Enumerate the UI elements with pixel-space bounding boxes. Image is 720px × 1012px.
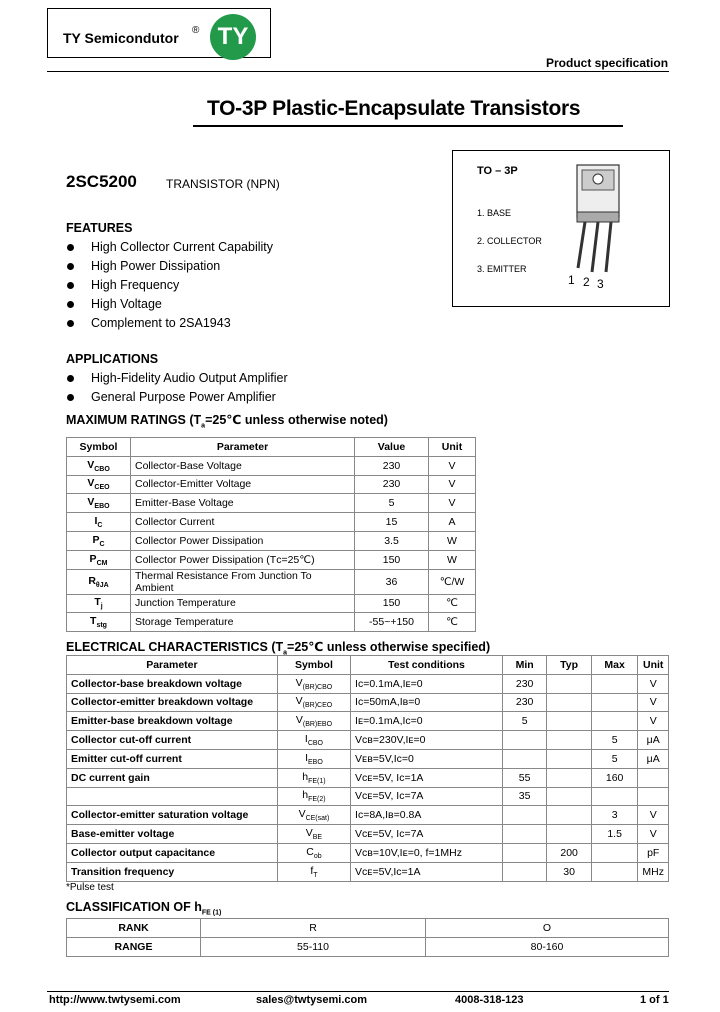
min-cell: 230 bbox=[502, 693, 546, 712]
features-title: FEATURES bbox=[66, 221, 133, 235]
unit-cell: pF bbox=[638, 843, 669, 862]
min-cell bbox=[502, 825, 546, 844]
parameter-cell: Storage Temperature bbox=[131, 613, 355, 632]
unit-cell: ℃ bbox=[429, 613, 476, 632]
symbol-cell: $h_{FE(1)}$ bbox=[277, 768, 350, 787]
feature-item: High Power Dissipation bbox=[91, 259, 221, 273]
col-header: Unit bbox=[429, 438, 476, 457]
parameter-cell: Collector-Base Voltage bbox=[131, 456, 355, 475]
table-row bbox=[67, 531, 476, 550]
value-cell: 150 bbox=[355, 550, 429, 569]
col-header: Min bbox=[502, 656, 546, 675]
table-header-row bbox=[67, 438, 476, 457]
typ-cell bbox=[547, 693, 591, 712]
symbol-cell: $I_{EBO}$ bbox=[277, 749, 350, 768]
col-header: Unit bbox=[638, 656, 669, 675]
bullet-icon bbox=[67, 263, 74, 270]
symbol-cell: $T_{stg}$ bbox=[67, 613, 131, 632]
condition-cell: Vᴄᴇ=5V, Iᴄ=1A bbox=[351, 768, 503, 787]
symbol-cell: $f_T$ bbox=[277, 862, 350, 881]
table-row bbox=[67, 862, 669, 881]
unit-cell: V bbox=[429, 494, 476, 513]
condition-cell: Iᴇ=0.1mA,Iᴄ=0 bbox=[351, 712, 503, 731]
unit-cell: V bbox=[638, 825, 669, 844]
unit-cell: W bbox=[429, 531, 476, 550]
bullet-icon bbox=[67, 375, 74, 382]
condition-cell: Iᴄ=0.1mA,Iᴇ=0 bbox=[351, 674, 503, 693]
symbol-cell: $R_{\theta JA}$ bbox=[67, 569, 131, 594]
electrical-table bbox=[66, 655, 669, 882]
condition-cell: Vᴇʙ=5V,Iᴄ=0 bbox=[351, 749, 503, 768]
table-row bbox=[67, 731, 669, 750]
max-cell: 3 bbox=[591, 806, 638, 825]
table-row bbox=[67, 843, 669, 862]
table-row bbox=[67, 806, 669, 825]
page-title: TO-3P Plastic-Encapsulate Transistors bbox=[207, 97, 581, 120]
table-row bbox=[67, 456, 476, 475]
product-specification: Product specification bbox=[546, 56, 669, 70]
footer-page: 1 of 1 bbox=[640, 994, 669, 1006]
table-row bbox=[67, 594, 476, 613]
bullet-icon bbox=[67, 320, 74, 327]
parameter-cell: Collector cut-off current bbox=[67, 731, 278, 750]
table-row bbox=[67, 919, 669, 938]
col-header: Max bbox=[591, 656, 638, 675]
unit-cell: μA bbox=[638, 749, 669, 768]
max-cell: 160 bbox=[591, 768, 638, 787]
pin-label-base: 1. BASE bbox=[477, 208, 512, 218]
part-number: 2SC5200 bbox=[66, 172, 137, 191]
parameter-cell: Collector Power Dissipation bbox=[131, 531, 355, 550]
symbol-cell: $I_C$ bbox=[67, 513, 131, 532]
table-row bbox=[67, 513, 476, 532]
parameter-cell: Collector-emitter breakdown voltage bbox=[67, 693, 278, 712]
table-row bbox=[67, 712, 669, 731]
bullet-icon bbox=[67, 394, 74, 401]
typ-cell bbox=[547, 825, 591, 844]
typ-cell bbox=[547, 806, 591, 825]
bullet-icon bbox=[67, 301, 74, 308]
registered-mark: ® bbox=[192, 25, 200, 36]
bullet-icon bbox=[67, 282, 74, 289]
rank-label: RANK bbox=[67, 919, 201, 938]
value-cell: 230 bbox=[355, 456, 429, 475]
condition-cell: Iᴄ=8A,Iʙ=0.8A bbox=[351, 806, 503, 825]
table-row bbox=[67, 768, 669, 787]
header-divider bbox=[47, 71, 669, 72]
parameter-cell: Base-emitter voltage bbox=[67, 825, 278, 844]
value-cell: 36 bbox=[355, 569, 429, 594]
typ-cell: 200 bbox=[547, 843, 591, 862]
range-cell: 55-110 bbox=[201, 937, 426, 956]
unit-cell bbox=[638, 768, 669, 787]
typ-cell bbox=[547, 731, 591, 750]
package-title: TO – 3P bbox=[477, 165, 518, 177]
value-cell: -55~+150 bbox=[355, 613, 429, 632]
condition-cell: Vᴄʙ=10V,Iᴇ=0, f=1MHz bbox=[351, 843, 503, 862]
symbol-cell: $h_{FE(2)}$ bbox=[277, 787, 350, 806]
col-header: Parameter bbox=[67, 656, 278, 675]
value-cell: 150 bbox=[355, 594, 429, 613]
table-row bbox=[67, 494, 476, 513]
typ-cell: 30 bbox=[547, 862, 591, 881]
min-cell bbox=[502, 731, 546, 750]
symbol-cell: $V_{(BR)EBO}$ bbox=[277, 712, 350, 731]
footer-phone: 4008-318-123 bbox=[455, 994, 524, 1006]
rank-cell: R bbox=[201, 919, 426, 938]
pin-number-1: 1 bbox=[568, 273, 575, 287]
unit-cell: μA bbox=[638, 731, 669, 750]
min-cell: 35 bbox=[502, 787, 546, 806]
value-cell: 15 bbox=[355, 513, 429, 532]
max-cell bbox=[591, 843, 638, 862]
unit-cell: V bbox=[638, 693, 669, 712]
symbol-cell: $P_C$ bbox=[67, 531, 131, 550]
feature-item: Complement to 2SA1943 bbox=[91, 316, 231, 330]
parameter-cell: Collector-Emitter Voltage bbox=[131, 475, 355, 494]
typ-cell bbox=[547, 787, 591, 806]
unit-cell: V bbox=[638, 674, 669, 693]
brand-name: TY Semicondutor bbox=[63, 30, 179, 46]
part-type: TRANSISTOR (NPN) bbox=[166, 177, 280, 191]
value-cell: 5 bbox=[355, 494, 429, 513]
max-cell bbox=[591, 674, 638, 693]
table-row bbox=[67, 825, 669, 844]
condition-cell: Vᴄʙ=230V,Iᴇ=0 bbox=[351, 731, 503, 750]
applications-title: APPLICATIONS bbox=[66, 352, 159, 366]
unit-cell bbox=[638, 787, 669, 806]
table-header-row bbox=[67, 656, 669, 675]
unit-cell: V bbox=[429, 475, 476, 494]
symbol-cell: $V_{CBO}$ bbox=[67, 456, 131, 475]
parameter-cell: Emitter-Base Voltage bbox=[131, 494, 355, 513]
parameter-cell: Transition frequency bbox=[67, 862, 278, 881]
pin-number-3: 3 bbox=[597, 277, 604, 291]
feature-item: High Voltage bbox=[91, 297, 162, 311]
symbol-cell: $T_j$ bbox=[67, 594, 131, 613]
parameter-cell: Collector-emitter saturation voltage bbox=[67, 806, 278, 825]
max-ratings-title: MAXIMUM RATINGS ($T_a=25℃$ unless otherwise noted) bbox=[66, 413, 388, 430]
table-row bbox=[67, 550, 476, 569]
min-cell bbox=[502, 749, 546, 768]
max-cell: 5 bbox=[591, 749, 638, 768]
typ-cell bbox=[547, 712, 591, 731]
max-cell bbox=[591, 862, 638, 881]
typ-cell bbox=[547, 674, 591, 693]
table-row bbox=[67, 787, 669, 806]
symbol-cell: $V_{BE}$ bbox=[277, 825, 350, 844]
range-label: RANGE bbox=[67, 937, 201, 956]
col-header: Typ bbox=[547, 656, 591, 675]
unit-cell: V bbox=[638, 806, 669, 825]
unit-cell: V bbox=[429, 456, 476, 475]
range-cell: 80-160 bbox=[426, 937, 669, 956]
pin-number-2: 2 bbox=[583, 275, 590, 289]
bullet-icon bbox=[67, 244, 74, 251]
min-cell bbox=[502, 806, 546, 825]
unit-cell: W bbox=[429, 550, 476, 569]
parameter-cell: Collector-base breakdown voltage bbox=[67, 674, 278, 693]
symbol-cell: $I_{CBO}$ bbox=[277, 731, 350, 750]
col-header: Test conditions bbox=[351, 656, 503, 675]
parameter-cell: DC current gain bbox=[67, 768, 278, 787]
max-cell bbox=[591, 787, 638, 806]
min-cell bbox=[502, 862, 546, 881]
col-header: Parameter bbox=[131, 438, 355, 457]
min-cell: 5 bbox=[502, 712, 546, 731]
condition-cell: Iᴄ=50mA,Iʙ=0 bbox=[351, 693, 503, 712]
symbol-cell: $V_{(BR)CEO}$ bbox=[277, 693, 350, 712]
condition-cell: Vᴄᴇ=5V,Iᴄ=1A bbox=[351, 862, 503, 881]
feature-item: High Collector Current Capability bbox=[91, 240, 274, 254]
symbol-cell: $C_{ob}$ bbox=[277, 843, 350, 862]
max-cell: 1.5 bbox=[591, 825, 638, 844]
parameter-cell: Collector Current bbox=[131, 513, 355, 532]
typ-cell bbox=[547, 749, 591, 768]
table-row bbox=[67, 937, 669, 956]
min-cell: 230 bbox=[502, 674, 546, 693]
pulse-test-note: *Pulse test bbox=[66, 882, 114, 893]
condition-cell: Vᴄᴇ=5V, Iᴄ=7A bbox=[351, 787, 503, 806]
table-row bbox=[67, 693, 669, 712]
classification-table bbox=[66, 918, 669, 957]
pin-label-collector: 2. COLLECTOR bbox=[477, 236, 542, 246]
table-row bbox=[67, 674, 669, 693]
table-row bbox=[67, 569, 476, 594]
symbol-cell: $P_{CM}$ bbox=[67, 550, 131, 569]
pin-label-emitter: 3. EMITTER bbox=[477, 264, 527, 274]
max-ratings-table bbox=[66, 437, 476, 632]
parameter-cell: Emitter-base breakdown voltage bbox=[67, 712, 278, 731]
value-cell: 3.5 bbox=[355, 531, 429, 550]
rank-cell: O bbox=[426, 919, 669, 938]
unit-cell: A bbox=[429, 513, 476, 532]
application-item: General Purpose Power Amplifier bbox=[91, 390, 276, 404]
electrical-title: ELECTRICAL CHARACTERISTICS ($T_a=25℃$ unless otherwise specified) bbox=[66, 640, 491, 657]
footer-divider bbox=[47, 991, 669, 992]
col-header: Symbol bbox=[67, 438, 131, 457]
unit-cell: ℃ bbox=[429, 594, 476, 613]
typ-cell bbox=[547, 768, 591, 787]
symbol-cell: $V_{(BR)CBO}$ bbox=[277, 674, 350, 693]
footer-url[interactable]: http://www.twtysemi.com bbox=[49, 994, 181, 1006]
max-cell bbox=[591, 693, 638, 712]
min-cell: 55 bbox=[502, 768, 546, 787]
table-row bbox=[67, 749, 669, 768]
value-cell: 230 bbox=[355, 475, 429, 494]
parameter-cell: Thermal Resistance From Junction To Ambient bbox=[131, 569, 355, 594]
col-header: Value bbox=[355, 438, 429, 457]
unit-cell: ℃/W bbox=[429, 569, 476, 594]
ty-logo: TY bbox=[210, 14, 256, 60]
symbol-cell: $V_{EBO}$ bbox=[67, 494, 131, 513]
parameter-cell: Emitter cut-off current bbox=[67, 749, 278, 768]
title-underline bbox=[193, 125, 623, 127]
parameter-cell bbox=[67, 787, 278, 806]
parameter-cell: Junction Temperature bbox=[131, 594, 355, 613]
classification-title: CLASSIFICATION OF $h_{FE (1)}$ bbox=[66, 900, 222, 917]
condition-cell: Vᴄᴇ=5V, Iᴄ=7A bbox=[351, 825, 503, 844]
feature-item: High Frequency bbox=[91, 278, 180, 292]
parameter-cell: Collector Power Dissipation (Tᴄ=25℃) bbox=[131, 550, 355, 569]
min-cell bbox=[502, 843, 546, 862]
table-row bbox=[67, 475, 476, 494]
unit-cell: MHz bbox=[638, 862, 669, 881]
col-header: Symbol bbox=[277, 656, 350, 675]
symbol-cell: $V_{CEO}$ bbox=[67, 475, 131, 494]
parameter-cell: Collector output capacitance bbox=[67, 843, 278, 862]
unit-cell: V bbox=[638, 712, 669, 731]
max-cell: 5 bbox=[591, 731, 638, 750]
to3p-package-drawing bbox=[565, 160, 665, 275]
application-item: High-Fidelity Audio Output Amplifier bbox=[91, 371, 288, 385]
table-row bbox=[67, 613, 476, 632]
footer-email[interactable]: sales@twtysemi.com bbox=[256, 994, 367, 1006]
max-cell bbox=[591, 712, 638, 731]
symbol-cell: $V_{CE(sat)}$ bbox=[277, 806, 350, 825]
